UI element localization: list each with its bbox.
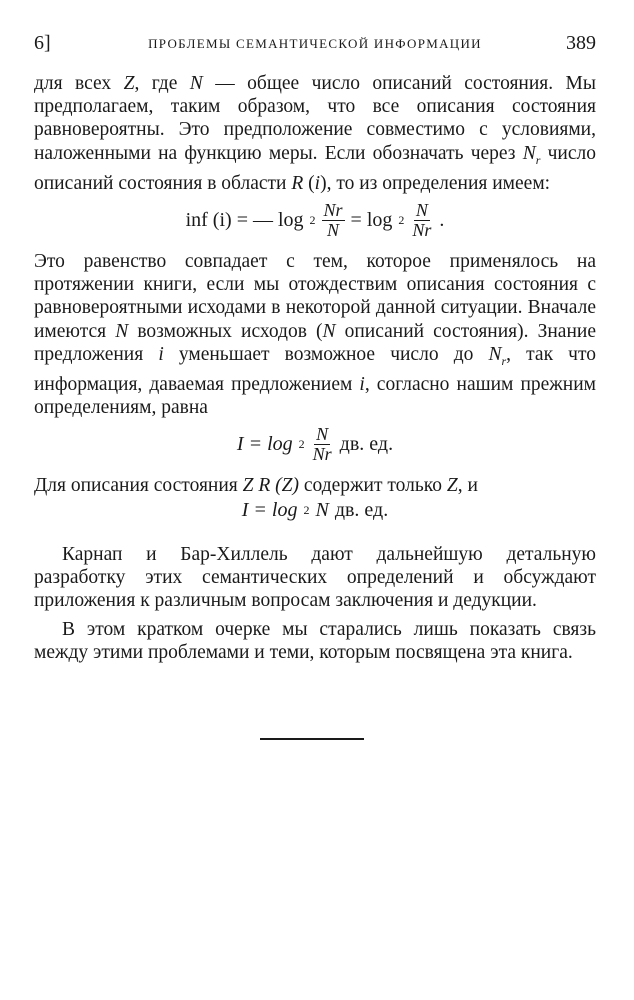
formula-log-n: I = log 2 N дв. ед.: [241, 499, 389, 522]
section-number: 6]: [34, 32, 51, 54]
formula-inf: inf (i) = — log 2 $\frac{Nr}{N}$ = log 2 $\frac{N}{Nr}$ .: [185, 199, 445, 240]
running-title: ПРОБЛЕМЫ СЕМАНТИЧЕСКОЙ ИНФОРМАЦИИ: [148, 36, 482, 51]
formula-information: I = log 2 $\frac{N}{Nr}$ дв. ед.: [236, 424, 394, 465]
fraction: $\frac{N}{Nr}$: [312, 424, 332, 465]
paragraph-4: Карнап и Бар-Хиллель дают дальнейшую детальную разработку этих семантических определений и обсуждают приложения к различным вопросам заключения и дедукции.: [34, 543, 596, 612]
page-body: [34, 72, 596, 665]
page-number: 389: [566, 32, 596, 54]
line-3: Для описания состояния Z R (Z) содержит только Z, и: [34, 475, 478, 497]
paragraph-1: для всех Z, где N — общее число описаний состояния. Мы предполагаем, таким образом, что все описания состояния равновероятны. Это предположение совместимо с условиями, наложенными на функцию меры. Если обозначать через $N_r$ число описаний состояния в области R (i), то из определения имеем:: [34, 73, 596, 194]
end-rule: [260, 738, 364, 740]
fraction: $\frac{Nr}{N}$: [323, 199, 343, 240]
paragraph-5: В этом кратком очерке мы старались лишь показать связь между этими проблемами и теми, которым посвящена эта книга.: [34, 619, 596, 664]
paragraph-2: Это равенство совпадает с тем, которое применялось на протяжении книги, если мы отождествим описания состояния с равновероятными исходами в некоторой данной ситуации. Вначале имеются N возможных исходов (N описаний состояния). Знание предложения i уменьшает возможное число до $N_r$, так что информация, даваемая предложением i, согласно нашим прежним определениям, равна: [34, 250, 596, 419]
running-header: [34, 32, 596, 56]
fraction: $\frac{N}{Nr}$: [412, 199, 432, 240]
